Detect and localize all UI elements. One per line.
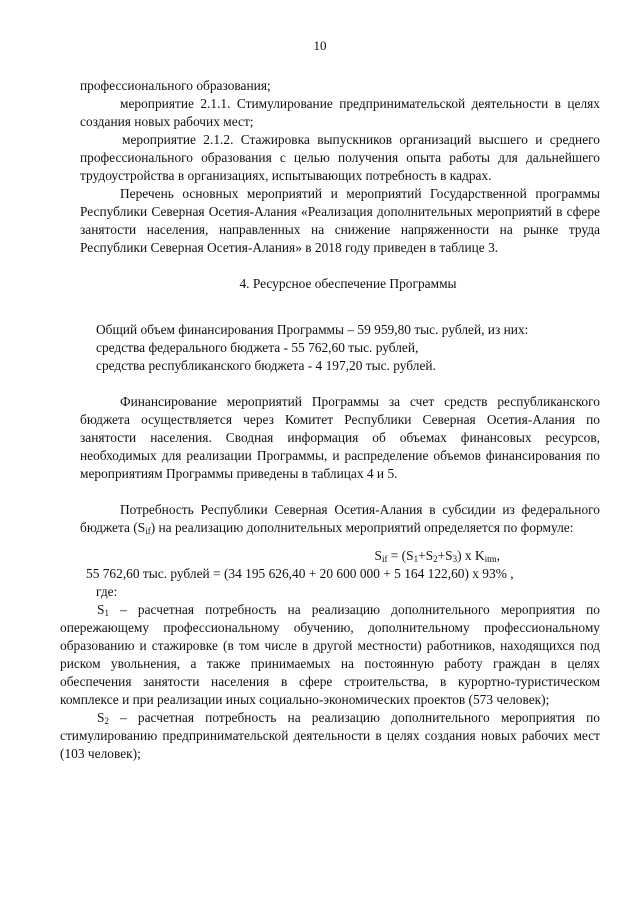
section-heading: 4. Ресурсное обеспечение Программы [239, 276, 457, 291]
spacer [96, 311, 600, 321]
paragraph-continuation: профессионального образования; [80, 78, 271, 93]
formula-sub2: 2 [433, 554, 438, 564]
spacer [96, 257, 600, 275]
spacer [96, 483, 600, 501]
s2-label: S [97, 710, 105, 725]
s2-sub: 2 [104, 716, 109, 726]
subsidy-text-a: Потребность Республики Северная Осетия-Алания в субсидии из федерального бюджета (S [80, 502, 600, 535]
formula-sub1: 1 [413, 554, 419, 564]
subsidy-text-b: ) на реализацию дополнительных мероприятий определяется по формуле: [150, 520, 574, 535]
funding-total: Общий объем финансирования Программы – 59 959,80 тыс. рублей, из них: [96, 322, 529, 337]
subsidy-sub: if [145, 526, 151, 536]
formula-part: +S [418, 548, 434, 563]
s1-text: – расчетная потребность на реализацию дополнительного мероприятия по опережающему профессиональному обучению, дополнительному профессиональному образованию и стажировке (в том числе в другой местности) работников, находящихся под риском увольнения, а также принимаемых на постоянную работу граждан в целях обеспечения занятости населения в сфере строительства, в курортно-туристическом комплексе и при реализации иных социально-экономических проектов (573 человек); [60, 602, 600, 707]
paragraph-financing: Финансирование мероприятий Программы за счет средств республиканского бюджета осуществляется через Комитет Республики Северная Осетия-Алания по занятости населения. Сводная информация об объемах финансовых ресурсов, необходимых для реализации Программы, и распределение объемов финансирования по мероприятиям Программы приведены в таблицах 4 и 5. [80, 394, 600, 481]
funding-federal: средства федерального бюджета - 55 762,60 тыс. рублей, [96, 340, 419, 355]
paragraph-subsidy-need [80, 501, 600, 537]
formula-itm: itm [484, 554, 497, 564]
s1-sub: 1 [104, 608, 109, 618]
formula-general [96, 547, 600, 565]
formula-part: ) x K [457, 548, 485, 563]
definition-s1 [60, 601, 600, 709]
formula-part: = (S [387, 548, 414, 563]
spacer [96, 537, 600, 547]
s1-label: S [97, 602, 105, 617]
paragraph-measure-2-1-2: мероприятие 2.1.2. Стажировка выпускников организаций высшего и среднего профессионального образования с целью получения опыта работы для дальнейшего трудоустройства в организациях, испытывающих потребность в кадрах. [80, 132, 600, 183]
s2-text: – расчетная потребность на реализацию дополнительного мероприятия по стимулированию предпринимательской деятельности в целях создания новых рабочих мест (103 человек); [60, 710, 600, 761]
formula-if: if [381, 554, 388, 564]
definition-s2 [60, 709, 600, 763]
spacer [96, 375, 600, 393]
formula-sub3: 3 [452, 554, 458, 564]
paragraph-measure-2-1-1: мероприятие 2.1.1. Стимулирование предпринимательской деятельности в целях создания новых рабочих мест; [80, 96, 600, 129]
document-body [60, 77, 600, 763]
formula-part: , [496, 548, 500, 563]
formula-part: +S [437, 548, 453, 563]
where-label: где: [96, 584, 118, 599]
formula-values: 55 762,60 тыс. рублей = (34 195 626,40 + 20 600 000 + 5 164 122,60) x 93% , [86, 566, 514, 581]
page-number: 10 [313, 38, 327, 53]
formula-s: S [374, 548, 382, 563]
funding-republic: средства республиканского бюджета - 4 197,20 тыс. рублей. [96, 358, 436, 373]
paragraph-measures-list: Перечень основных мероприятий и мероприятий Государственной программы Республики Северная Осетия-Алания «Реализация дополнительных мероприятий в сфере занятости населения, направленных на снижение напряженности на рынке труда Республики Северная Осетия-Алания» в 2018 году приведен в таблице 3. [80, 186, 600, 255]
spacer [96, 293, 600, 311]
